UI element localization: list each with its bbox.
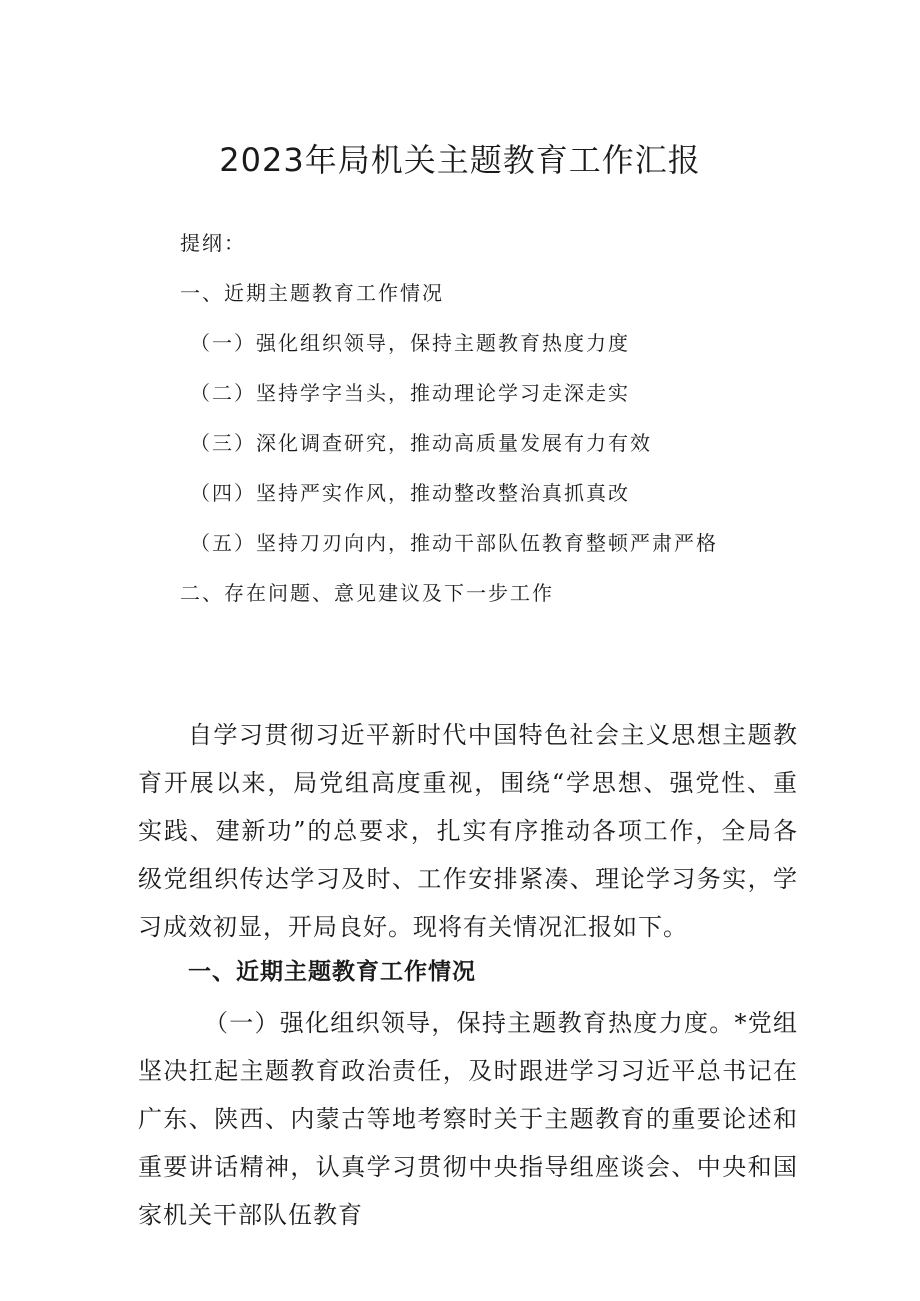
outline <box>180 226 800 626</box>
outline-item-1-1: （一）强化组织领导，保持主题教育热度力度 <box>190 331 630 355</box>
outline-item-1-2: （二）坚持学字当头，推动理论学习走深走实 <box>190 381 630 405</box>
section-1-paragraph: （一）强化组织领导，保持主题教育热度力度。*党组坚决扛起主题教育政治责任，及时跟进学习习近平总书记在广东、陕西、内蒙古等地考察时关于主题教育的重要论述和重要讲话精神，认真学习贯彻中央指导组座谈会、中央和国家机关干部队伍教育 <box>138 1009 798 1229</box>
outline-item-1-3: （三）深化调查研究，推动高质量发展有力有效 <box>190 431 652 455</box>
intro-paragraph: 自学习贯彻习近平新时代中国特色社会主义思想主题教育开展以来，局党组高度重视，围绕“学思想、强党性、重实践、建新功”的总要求，扎实有序推动各项工作，全局各级党组织传达学习及时、工作安排紧凑、理论学习务实，学习成效初显，开局良好。现将有关情况汇报如下。 <box>138 721 798 941</box>
outline-item-section-2: 二、存在问题、意见建议及下一步工作 <box>180 581 554 605</box>
document-title: 2023年局机关主题教育工作汇报 <box>219 141 701 179</box>
outline-item-1-4: （四）坚持严实作风，推动整改整治真抓真改 <box>190 481 630 505</box>
section-1-heading: 一、近期主题教育工作情况 <box>188 959 476 985</box>
outline-item-1-5: （五）坚持刀刃向内，推动干部队伍教育整顿严肃严格 <box>190 531 718 555</box>
outline-label: 提纲： <box>180 231 246 255</box>
outline-item-section-1: 一、近期主题教育工作情况 <box>180 281 444 305</box>
